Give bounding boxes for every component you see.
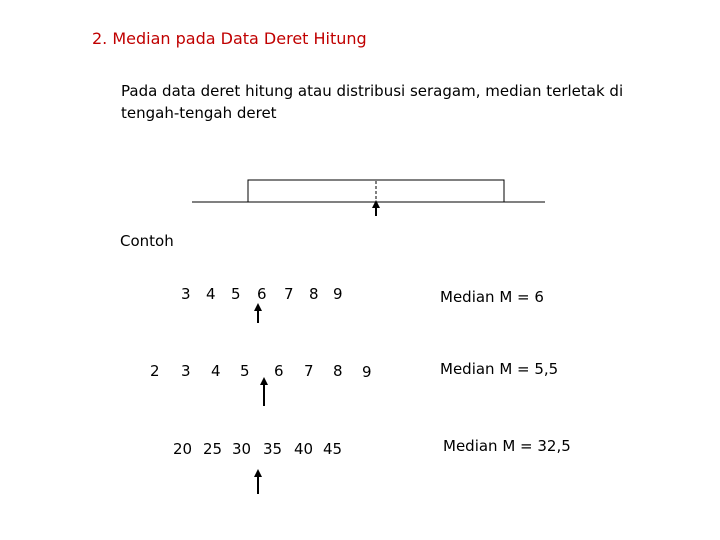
- series-value: 6: [274, 362, 284, 380]
- series-value: 4: [211, 362, 221, 380]
- series-value: 30: [232, 440, 252, 458]
- series-value: 5: [240, 362, 250, 380]
- series-value: 3: [181, 285, 191, 303]
- median-arrow-icon: [254, 469, 262, 494]
- series-value: 4: [206, 285, 216, 303]
- series-value: 35: [263, 440, 283, 458]
- slide-title: 2. Median pada Data Deret Hitung: [92, 29, 367, 48]
- series-value: 6: [257, 285, 267, 303]
- series-value: 20: [173, 440, 193, 458]
- example-label: Contoh: [120, 232, 174, 250]
- median-result: Median M = 5,5: [440, 360, 559, 378]
- series-value: 7: [304, 362, 314, 380]
- series-value: 2: [150, 362, 160, 380]
- series-value: 3: [181, 362, 191, 380]
- median-result: Median M = 32,5: [443, 437, 571, 455]
- intro-text: Pada data deret hitung atau distribusi seragam, median terletak di tengah-tengah deret: [121, 82, 624, 122]
- series-value: 45: [323, 440, 343, 458]
- series-value: 7: [284, 285, 294, 303]
- series-value: 9: [333, 285, 343, 303]
- series-value: 8: [333, 362, 343, 380]
- median-arrow-icon: [260, 377, 268, 406]
- median-arrow-icon: [254, 303, 262, 323]
- series-value: 5: [231, 285, 241, 303]
- median-result: Median M = 6: [440, 288, 544, 306]
- series-value: 40: [294, 440, 314, 458]
- series-value: 9: [362, 363, 372, 381]
- series-value: 8: [309, 285, 319, 303]
- series-value: 25: [203, 440, 223, 458]
